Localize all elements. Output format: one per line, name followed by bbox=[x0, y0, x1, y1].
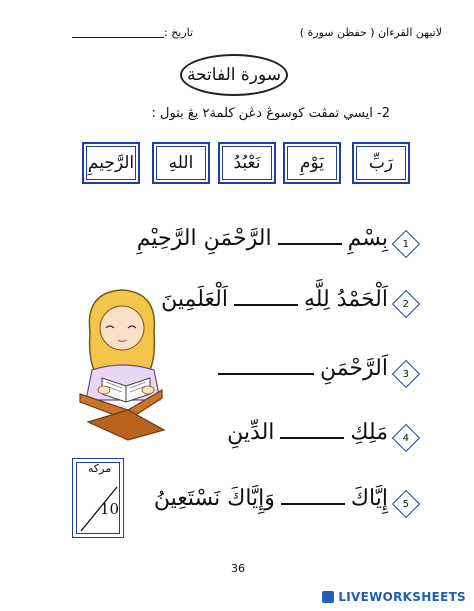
question-before-text: مَلِكِ bbox=[350, 420, 388, 445]
question-after-text: وَإِيَّاكَ نَسْتَعِينُ bbox=[153, 486, 275, 511]
question-after-text: الرَّحْمَنِ الرَّحِيْمِ bbox=[136, 226, 272, 251]
question-number-badge bbox=[392, 290, 420, 318]
question-2 bbox=[161, 287, 388, 312]
question-before-text: اَلرَّحْمَنِ bbox=[319, 356, 388, 381]
word-box-label: رَبِّ bbox=[368, 153, 394, 173]
question-after-text: الدِّينِ bbox=[227, 420, 275, 445]
question-number-badge bbox=[392, 490, 420, 518]
answer-blank-1[interactable] bbox=[278, 229, 342, 245]
question-number: 3 bbox=[402, 368, 410, 380]
word-box-label: اللهِ bbox=[168, 153, 194, 173]
date-blank-line bbox=[72, 27, 164, 38]
question-number-badge bbox=[392, 360, 420, 388]
question-5 bbox=[154, 486, 388, 511]
answer-blank-3[interactable] bbox=[218, 359, 314, 375]
question-before-text: إِيَّاكَ bbox=[350, 486, 388, 511]
word-box-label: الرَّحِيمِ bbox=[87, 153, 135, 173]
question-number-badge bbox=[392, 230, 420, 258]
question-number: 2 bbox=[402, 298, 410, 310]
question-number: 5 bbox=[402, 498, 410, 510]
girl-reading-illustration bbox=[70, 282, 170, 442]
page-number: 36 bbox=[231, 562, 245, 575]
question-number: 1 bbox=[402, 238, 410, 250]
surah-title: سورة الفاتحة bbox=[180, 54, 288, 96]
date-label: تاريخ : bbox=[164, 26, 194, 39]
answer-blank-4[interactable] bbox=[280, 423, 344, 439]
word-box-2[interactable] bbox=[283, 142, 341, 184]
question-number: 4 bbox=[402, 432, 410, 444]
instruction-text: 2- ايسي تمڤت كوسوڠ دڠن كلمة٢ يڠ بتول : bbox=[151, 106, 390, 121]
answer-blank-5[interactable] bbox=[281, 489, 345, 505]
word-box-5[interactable] bbox=[82, 142, 140, 184]
worksheet-subject: لاتيهن القرءان ( حفظن سورة ) bbox=[299, 26, 442, 39]
question-1 bbox=[137, 226, 388, 251]
answer-blank-2[interactable] bbox=[234, 290, 298, 306]
question-number-badge bbox=[392, 424, 420, 452]
word-box-4[interactable] bbox=[152, 142, 210, 184]
question-after-text: اَلْعَلَمِينَ bbox=[161, 287, 228, 312]
score-max: 10 bbox=[100, 500, 120, 518]
date-field bbox=[72, 26, 193, 39]
liveworksheets-icon bbox=[322, 591, 334, 603]
question-before-text: اَلْحَمْدُ لِلَّهِ bbox=[303, 287, 388, 312]
brand-text: LIVEWORKSHEETS bbox=[338, 590, 466, 604]
word-box-3[interactable] bbox=[218, 142, 276, 184]
liveworksheets-logo[interactable] bbox=[322, 590, 466, 604]
word-box-label: نَعْبُدُ bbox=[233, 153, 261, 173]
question-3 bbox=[212, 356, 388, 381]
word-box-label: يَوْمِ bbox=[299, 153, 325, 173]
question-4 bbox=[227, 420, 388, 445]
word-box-1[interactable] bbox=[352, 142, 410, 184]
question-before-text: بِسْمِ bbox=[347, 226, 388, 251]
score-label: مركه bbox=[88, 462, 112, 475]
